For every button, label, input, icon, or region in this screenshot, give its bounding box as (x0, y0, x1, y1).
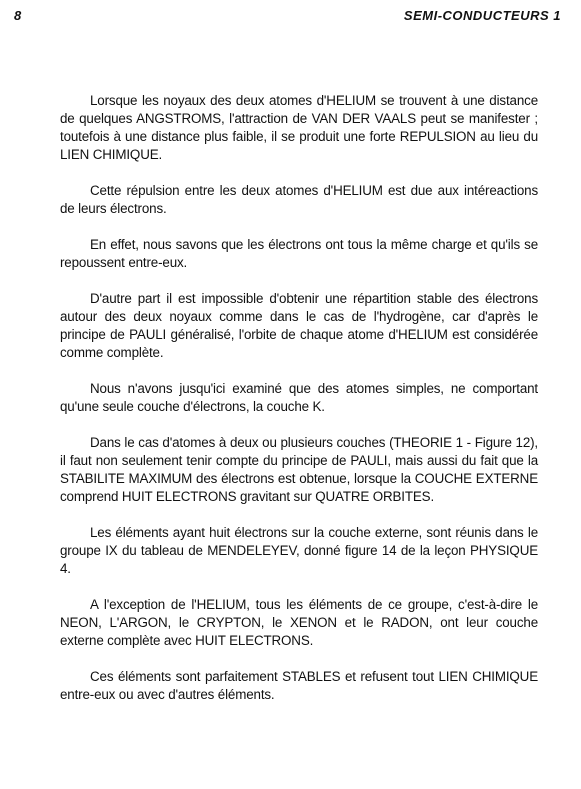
body-text (60, 92, 538, 722)
paragraph: En effet, nous savons que les électrons ont tous la même charge et qu'ils se repoussent entre-eux. (60, 237, 538, 270)
paragraph: D'autre part il est impossible d'obtenir une répartition stable des électrons autour des deux noyaux comme dans le cas de l'hydrogène, car d'après le principe de PAULI généralisé, l'orbite de chaque atome d'HELIUM est considérée comme complète. (60, 291, 538, 360)
paragraph: Nous n'avons jusqu'ici examiné que des atomes simples, ne comportant qu'une seule couche d'électrons, la couche K. (60, 381, 538, 414)
paragraph: Ces éléments sont parfaitement STABLES et refusent tout LIEN CHIMIQUE entre-eux ou avec d'autres éléments. (60, 669, 538, 702)
page-header (14, 8, 561, 26)
running-title: SEMI-CONDUCTEURS 1 (403, 8, 561, 23)
paragraph: Cette répulsion entre les deux atomes d'HELIUM est due aux intéreactions de leurs électrons. (60, 183, 538, 216)
paragraph: Dans le cas d'atomes à deux ou plusieurs couches (THEORIE 1 - Figure 12), il faut non seulement tenir compte du principe de PAULI, mais aussi du fait que la STABILITE MAXIMUM des électrons est obtenue, lorsque la COUCHE EXTERNE comprend HUIT ELECTRONS gravitant sur QUATRE ORBITES. (60, 435, 538, 504)
paragraph: Lorsque les noyaux des deux atomes d'HELIUM se trouvent à une distance de quelques ANGSTROMS, l'attraction de VAN DER VAALS peut se manifester ; toutefois à une distance plus faible, il se produit une forte REPULSION au lieu du LIEN CHIMIQUE. (60, 93, 538, 162)
paragraph: A l'exception de l'HELIUM, tous les éléments de ce groupe, c'est-à-dire le NEON, L'ARGON, le CRYPTON, le XENON et le RADON, ont leur couche externe complète avec HUIT ELECTRONS. (60, 597, 538, 648)
paragraph: Les éléments ayant huit électrons sur la couche externe, sont réunis dans le groupe IX du tableau de MENDELEYEV, donné figure 14 de la leçon PHYSIQUE 4. (60, 525, 538, 576)
page-number: 8 (14, 8, 22, 23)
